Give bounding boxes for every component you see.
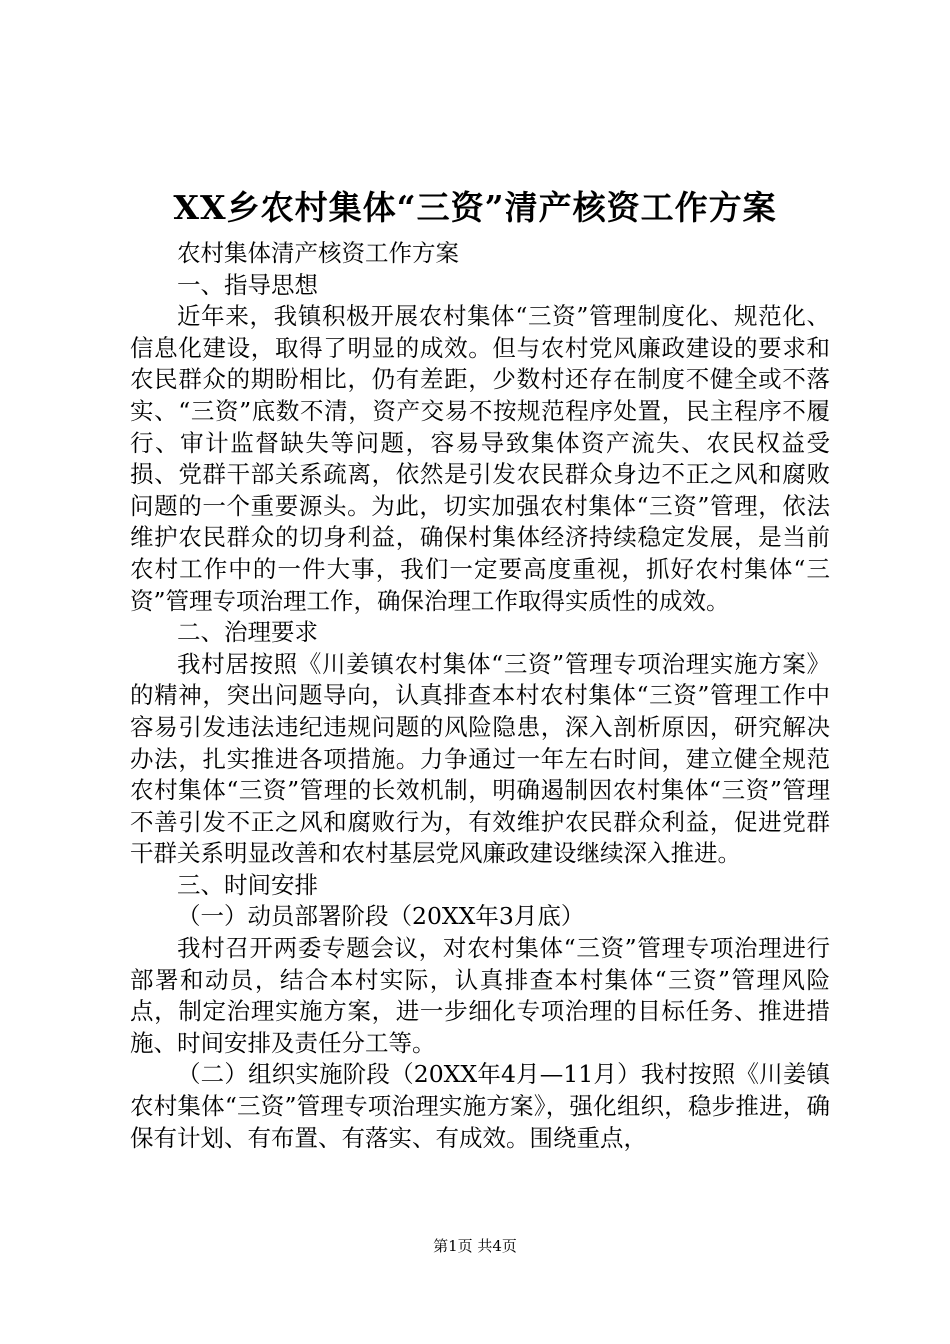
body-paragraph: 我村召开两委专题会议，对农村集体“三资”管理专项治理进行部署和动员，结合本村实际，认真排查本村集体“三资”管理风险点，制定治理实施方案，进一步细化专项治理的目标任务、推进措施、时间安排及责任分工等。 (130, 934, 830, 1057)
body-paragraph: （二）组织实施阶段（20XX年4月—11月）我村按照《川姜镇农村集体“三资”管理专项治理实施方案》，强化组织，稳步推进，确保有计划、有布置、有落实、有成效。围绕重点， (130, 1060, 830, 1152)
section-heading-1: 一、指导思想 (177, 270, 318, 299)
body-paragraph: 近年来，我镇积极开展农村集体“三资”管理制度化、规范化、信息化建设，取得了明显的成效。但与农村党风廉政建设的要求和农民群众的期盼相比，仍有差距，少数村还存在制度不健全或不落实、“三资”底数不清，资产交易不按规范程序处置，民主程序不履行、审计监督缺失等问题，容易导致集体资产流失、农民权益受损、党群干部关系疏离，依然是引发农民群众身边不正之风和腐败问题的一个重要源头。为此，切实加强农村集体“三资”管理，依法维护农民群众的切身利益，确保村集体经济持续稳定发展，是当前农村工作中的一件大事，我们一定要高度重视，抓好农村集体“三资”管理专项治理工作，确保治理工作取得实质性的成效。 (130, 302, 830, 615)
subtitle-paragraph: 农村集体清产核资工作方案 (177, 239, 459, 267)
section-heading-2: 二、治理要求 (177, 618, 318, 647)
document-title: XX乡农村集体“三资”清产核资工作方案 (173, 188, 777, 227)
page-number-footer: 第1页 共4页 (433, 1237, 517, 1255)
body-paragraph: 我村居按照《川姜镇农村集体“三资”管理专项治理实施方案》的精神，突出问题导向，认真排查本村农村集体“三资”管理工作中容易引发违法违纪违规问题的风险隐患，深入剖析原因，研究解决办法，扎实推进各项措施。力争通过一年左右时间，建立健全规范农村集体“三资”管理的长效机制，明确遏制因农村集体“三资”管理不善引发不正之风和腐败行为，有效维护农民群众利益，促进党群干群关系明显改善和农村基层党风廉政建设继续深入推进。 (130, 649, 830, 868)
section-heading-3: 三、时间安排 (177, 870, 318, 899)
subsection-heading-1: （一）动员部署阶段（20XX年3月底） (177, 902, 585, 931)
document-body (130, 238, 830, 1154)
